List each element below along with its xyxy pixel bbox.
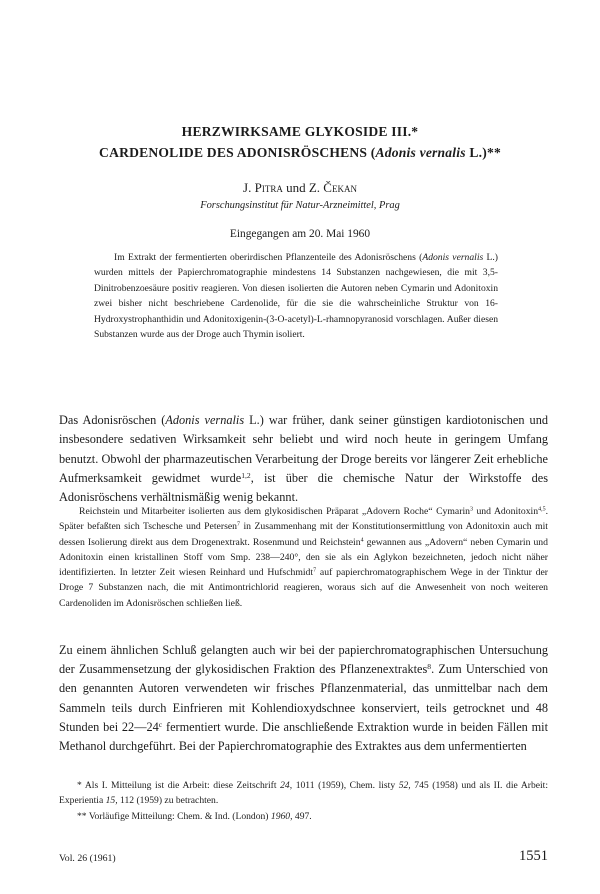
volume-label: Vol. 26 (1961)	[59, 853, 116, 864]
literature-paragraph: Reichstein und Mitarbeiter isolierten aus dem glykosidischen Präparat „Adovern Roche“ Cymarin$^3$ und Adonitoxin$^{4,5}$. Später befaßten sich Tschesche und Petersen$^7$ in Zusammenhang mit der Konstitutionsermittlung von Adonitoxin auch mit dessen Isolierung direkt aus dem Drogenextrakt. Rosenmund und Reichstein$^4$ gewannen aus „Adovern“ neben Cymarin und Adonitoxin einen kristallinen Stoff vom Smp. 238—240°, den sie als ein Aglykon bezeichneten, jedoch nicht näher identifizierten. In letzter Zeit wiesen Reinhard und Hufschmidt$^7$ auf papierchromatographischem Wege in der Tinktur der Droge 7 Substanzen nach, die mit Antimontrichlorid reagieren, woraus sich auf die Anwesenheit von noch weiteren Cardenoliden im Adonisröschen schließen ließ.	[59, 506, 549, 609]
authors: J. Pitra und Z. Čekan	[243, 180, 357, 195]
article-title-line-1: HERZWIRKSAME GLYKOSIDE III.*	[181, 124, 419, 139]
article-title-line-2: CARDENOLIDE DES ADONISRÖSCHENS (Adonis vernalis L.)**	[99, 145, 501, 160]
body-paragraph-2: Zu einem ähnlichen Schluß gelangten auch wir bei der papierchromatographischen Untersuchung der Zusammensetzung der glykosidischen Fraktion des Pflanzenextraktes$^8$. Zum Unterschied von den genannten Autoren verwendeten wir frisches Pflanzenmaterial, das unmittelbar nach dem Sammeln teils durch Einfrieren mit Kohlendioxydschnee konserviert, teils getrocknet und 48 Stunden bei 22—24$^c$ fermentiert wurde. Die anschließende Extraktion wurde in beiden Fällen mit Methanol durchgeführt. Bei der Papierchromatographie des Extraktes aus dem unfermentierten	[59, 643, 548, 754]
footnote-1: * Als I. Mitteilung ist die Arbeit: diese Zeitschrift 24, 1011 (1959), Chem. listy 52, 745 (1958) und als II. die Arbeit: Experientia 15, 112 (1959) zu betrachten.	[59, 780, 548, 807]
institution: Forschungsinstitut für Natur-Arzneimittel, Prag	[200, 200, 400, 211]
footnote-2: ** Vorläufige Mitteilung: Chem. & Ind. (London) 1960, 497.	[77, 810, 312, 822]
received-date: Eingegangen am 20. Mai 1960	[229, 228, 371, 240]
body-paragraph-1: Das Adonisröschen (Adonis vernalis L.) war früher, dank seiner günstigen kardiotonischen und insbesondere sedativen Wirksamkeit sehr beliebt und wird noch heute in geringem Umfang benutzt. Obwohl der pharmazeutischen Verarbeitung der Droge bereits vor längerer Zeit erhebliche Aufmerksamkeit gewidmet wurde$^{1,2}$, ist über die chemische Natur der Wirkstoffe des Adonisröschens verhältnismäßig wenig bekannt.	[59, 413, 548, 505]
footnotes	[59, 778, 548, 824]
author-cekan: Čekan	[323, 180, 357, 195]
page-number: 1551	[519, 848, 548, 864]
author-pitra: Pitra	[254, 180, 283, 195]
abstract: Im Extrakt der fermentierten oberirdischen Pflanzenteile des Adonisröschens (Adonis vernalis L.) wurden mittels der Papierchromatographie mindestens 14 Substanzen nachgewiesen, die mit 3,5-Dinitrobenzoesäure positiv reagieren. Von diesen isolierten die Autoren neben Cymarin und Adonitoxin zwei bisher nicht beschriebene Cardenolide, für die sie die wahrscheinliche Struktur von 16-Hydroxystrophanthidin und Adonitoxigenin-(3-O-acetyl)-L-rhamnopyranosid vorschlagen. Außer diesen Substanzen wurde aus der Droge auch Thymin isoliert.	[94, 252, 498, 341]
